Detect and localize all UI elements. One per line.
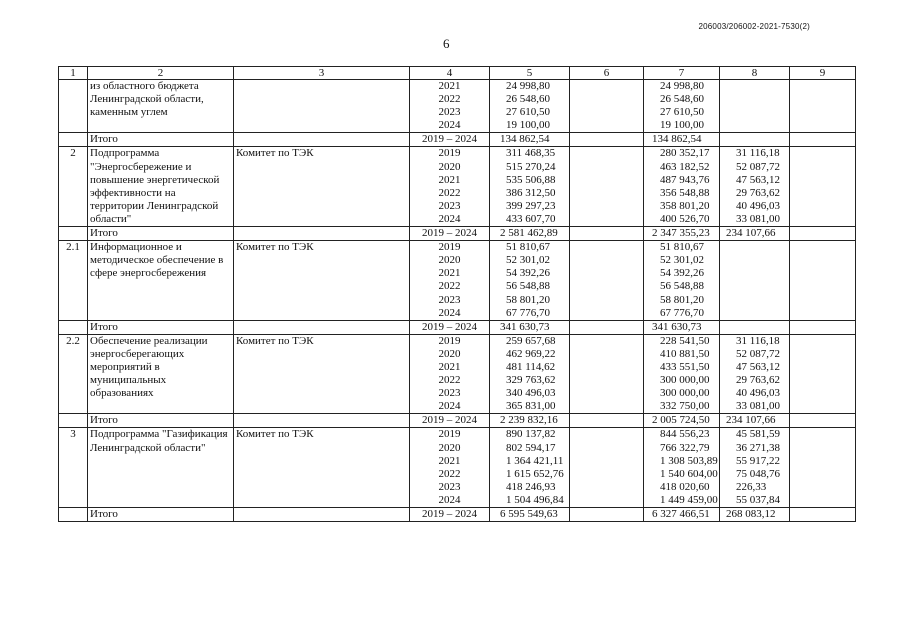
total-local: 234 107,66: [720, 414, 790, 428]
header-cell: 5: [490, 67, 570, 80]
total-period: 2019 – 2024: [410, 414, 490, 428]
total-period: 2019 – 2024: [410, 508, 490, 522]
local-amount-cell-value: 40 496,03: [736, 387, 780, 400]
total-blank: [790, 227, 856, 241]
local-amount-cell-value: [722, 93, 787, 106]
total-row: [59, 227, 856, 241]
regional-amount-cell-value: 1 449 459,00: [660, 493, 718, 506]
local-amount-cell-value: 36 271,38: [736, 441, 780, 454]
year-cell-value: 2019: [438, 241, 461, 254]
program-name: Информационное и методическое обеспечение в сфере энергосбережения: [88, 241, 234, 321]
total-amount-cell-value: 462 969,22: [506, 347, 556, 360]
program-name: Подпрограмма "Газификация Ленинградской области": [88, 428, 234, 508]
regional-amount-cell: [644, 428, 720, 508]
local-amount-cell-value: 29 763,62: [736, 186, 780, 199]
col6-cell: [570, 334, 644, 414]
total-label: Итого: [88, 133, 234, 147]
header-cell: 2: [88, 67, 234, 80]
year-cell-value: 2024: [438, 119, 461, 132]
local-amount-cell-value: 226,33: [736, 480, 767, 493]
regional-amount-cell-value: 51 810,67: [660, 241, 704, 254]
year-cell-value: 2019: [438, 334, 461, 347]
regional-amount-cell-value: 228 541,50: [660, 334, 710, 347]
total-amount-cell-value: 26 548,60: [506, 93, 550, 106]
total-amount-cell-value: 1 615 652,76: [506, 467, 564, 480]
total-blank: [234, 508, 410, 522]
total-blank: [570, 320, 644, 334]
col9-cell: [790, 334, 856, 414]
local-amount-cell-value: 40 496,03: [736, 199, 780, 212]
total-blank: [570, 508, 644, 522]
year-cell-value: 2022: [438, 467, 461, 480]
local-amount-cell-value: 52 087,72: [736, 160, 780, 173]
total-regional: 134 862,54: [644, 133, 720, 147]
executor: Комитет по ТЭК: [234, 334, 410, 414]
year-cell-value: 2020: [438, 160, 461, 173]
header-cell: 3: [234, 67, 410, 80]
total-regional: 341 630,73: [644, 320, 720, 334]
local-amount-cell-value: [722, 80, 787, 93]
total-amount-cell-value: 67 776,70: [506, 306, 550, 319]
table-row: [59, 334, 856, 414]
year-cell-value: 2021: [438, 80, 461, 92]
total-label: Итого: [88, 320, 234, 334]
row-number: 3: [59, 428, 88, 508]
total-amount-cell: [490, 428, 570, 508]
regional-amount-cell-value: 463 182,52: [660, 160, 710, 173]
header-cell: 1: [59, 67, 88, 80]
year-cell-value: 2019: [438, 147, 461, 160]
total-blank: [234, 227, 410, 241]
year-cell-value: 2019: [438, 428, 461, 441]
col6-cell: [570, 241, 644, 321]
total-amount-cell-value: 24 998,80: [506, 80, 550, 92]
regional-amount-cell-value: 300 000,00: [660, 374, 710, 387]
local-amount-cell-value: 33 081,00: [736, 212, 780, 225]
budget-table: [58, 66, 856, 522]
local-amount-cell: [720, 80, 790, 133]
total-amount-cell-value: 329 763,62: [506, 374, 556, 387]
regional-amount-cell-value: 358 801,20: [660, 199, 710, 212]
regional-amount-cell-value: 766 322,79: [660, 441, 710, 454]
local-amount-cell-value: [722, 307, 787, 320]
regional-amount-cell-value: 26 548,60: [660, 93, 704, 106]
regional-amount-cell: [644, 147, 720, 227]
total-amount-cell-value: 340 496,03: [506, 387, 556, 400]
local-amount-cell-value: [722, 106, 787, 119]
total-amount-cell-value: 418 246,93: [506, 480, 556, 493]
col6-cell: [570, 428, 644, 508]
local-amount-cell-value: 52 087,72: [736, 347, 780, 360]
total-blank: [790, 133, 856, 147]
total-row: [59, 133, 856, 147]
local-amount-cell-value: 45 581,59: [736, 428, 780, 441]
total-amount-cell-value: 399 297,23: [506, 199, 556, 212]
row-number: 2.2: [59, 334, 88, 414]
year-cell: [410, 241, 490, 321]
col9-cell: [790, 80, 856, 133]
regional-amount-cell-value: 1 540 604,00: [660, 467, 718, 480]
local-amount-cell-value: [722, 254, 787, 267]
executor: Комитет по ТЭК: [234, 147, 410, 227]
total-local: [720, 320, 790, 334]
regional-amount-cell-value: 1 308 503,89: [660, 454, 718, 467]
total-local: 234 107,66: [720, 227, 790, 241]
local-amount-cell-value: [722, 294, 787, 307]
total-row: [59, 414, 856, 428]
year-cell-value: 2020: [438, 254, 461, 267]
total-amount-cell-value: 1 364 421,11: [506, 454, 564, 467]
regional-amount-cell-value: 27 610,50: [660, 106, 704, 119]
program-name: Подпрограмма "Энергосбережение и повышение энергетической эффективности на территории Ленинградской области": [88, 147, 234, 227]
total-blank: [570, 227, 644, 241]
table-row: [59, 428, 856, 508]
total-sum: 134 862,54: [490, 133, 570, 147]
total-regional: 6 327 466,51: [644, 508, 720, 522]
table-row: [59, 80, 856, 133]
year-cell-value: 2024: [438, 493, 461, 506]
local-amount-cell: [720, 334, 790, 414]
regional-amount-cell-value: 24 998,80: [660, 80, 704, 92]
regional-amount-cell-value: 19 100,00: [660, 119, 704, 132]
total-amount-cell-value: 19 100,00: [506, 119, 550, 132]
total-amount-cell: [490, 147, 570, 227]
local-amount-cell-value: 55 037,84: [736, 493, 780, 506]
total-amount-cell-value: 259 657,68: [506, 334, 556, 347]
col9-cell: [790, 147, 856, 227]
year-cell: [410, 80, 490, 133]
total-blank: [234, 320, 410, 334]
total-blank: [59, 508, 88, 522]
total-amount-cell-value: 1 504 496,84: [506, 493, 564, 506]
col9-cell: [790, 241, 856, 321]
year-cell-value: 2020: [438, 441, 461, 454]
total-amount-cell-value: 515 270,24: [506, 160, 556, 173]
local-amount-cell-value: 31 116,18: [736, 334, 780, 347]
executor: Комитет по ТЭК: [234, 241, 410, 321]
total-sum: 2 581 462,89: [490, 227, 570, 241]
local-amount-cell-value: 31 116,18: [736, 147, 780, 160]
col9-cell: [790, 428, 856, 508]
executor: [234, 80, 410, 133]
year-cell-value: 2021: [438, 267, 461, 280]
total-amount-cell: [490, 80, 570, 133]
local-amount-cell-value: 29 763,62: [736, 374, 780, 387]
page-number: 6: [443, 36, 450, 51]
year-cell-value: 2024: [438, 400, 461, 413]
total-amount-cell-value: 51 810,67: [506, 241, 550, 254]
total-sum: 2 239 832,16: [490, 414, 570, 428]
total-period: 2019 – 2024: [410, 227, 490, 241]
regional-amount-cell-value: 487 943,76: [660, 173, 710, 186]
total-regional: 2 005 724,50: [644, 414, 720, 428]
total-label: Итого: [88, 227, 234, 241]
total-blank: [570, 133, 644, 147]
local-amount-cell-value: [722, 280, 787, 293]
regional-amount-cell: [644, 80, 720, 133]
total-label: Итого: [88, 414, 234, 428]
total-local: 268 083,12: [720, 508, 790, 522]
regional-amount-cell-value: 58 801,20: [660, 293, 704, 306]
year-cell-value: 2022: [438, 93, 461, 106]
local-amount-cell-value: 33 081,00: [736, 400, 780, 413]
total-row: [59, 508, 856, 522]
total-blank: [570, 414, 644, 428]
total-sum: 6 595 549,63: [490, 508, 570, 522]
row-number: 2.1: [59, 241, 88, 321]
total-sum: 341 630,73: [490, 320, 570, 334]
regional-amount-cell-value: 410 881,50: [660, 347, 710, 360]
total-amount-cell: [490, 334, 570, 414]
table-row: [59, 241, 856, 321]
program-name: Обеспечение реализации энергосберегающих мероприятий в муниципальных образованиях: [88, 334, 234, 414]
header-cell: 7: [644, 67, 720, 80]
year-cell-value: 2024: [438, 212, 461, 225]
total-amount-cell-value: 311 468,35: [506, 147, 556, 160]
year-cell-value: 2022: [438, 186, 461, 199]
total-amount-cell-value: 890 137,82: [506, 428, 556, 441]
local-amount-cell-value: [722, 267, 787, 280]
year-cell-value: 2021: [438, 173, 461, 186]
total-blank: [234, 133, 410, 147]
regional-amount-cell-value: 56 548,88: [660, 280, 704, 293]
regional-amount-cell-value: 433 551,50: [660, 360, 710, 373]
regional-amount-cell: [644, 334, 720, 414]
year-cell-value: 2023: [438, 480, 461, 493]
total-amount-cell-value: 481 114,62: [506, 360, 556, 373]
local-amount-cell-value: 47 563,12: [736, 360, 780, 373]
regional-amount-cell-value: 300 000,00: [660, 387, 710, 400]
year-cell-value: 2023: [438, 199, 461, 212]
year-cell: [410, 147, 490, 227]
document-id: 206003/206002-2021-7530(2): [698, 22, 810, 31]
header-cell: 6: [570, 67, 644, 80]
regional-amount-cell-value: 418 020,60: [660, 480, 710, 493]
col6-cell: [570, 147, 644, 227]
year-cell-value: 2020: [438, 347, 461, 360]
row-number: [59, 80, 88, 133]
total-amount-cell-value: 365 831,00: [506, 400, 556, 413]
year-cell-value: 2023: [438, 387, 461, 400]
year-cell-value: 2021: [438, 360, 461, 373]
total-amount-cell-value: 54 392,26: [506, 267, 550, 280]
local-amount-cell-value: 47 563,12: [736, 173, 780, 186]
header-cell: 8: [720, 67, 790, 80]
total-amount-cell-value: 535 506,88: [506, 173, 556, 186]
regional-amount-cell-value: 52 301,02: [660, 254, 704, 267]
total-blank: [59, 414, 88, 428]
local-amount-cell-value: [722, 119, 787, 132]
local-amount-cell: [720, 147, 790, 227]
total-blank: [59, 133, 88, 147]
regional-amount-cell-value: 400 526,70: [660, 212, 710, 225]
executor: Комитет по ТЭК: [234, 428, 410, 508]
program-name: из областного бюджета Ленинградской области, каменным углем: [88, 80, 234, 133]
year-cell: [410, 334, 490, 414]
year-cell-value: 2023: [438, 293, 461, 306]
total-period: 2019 – 2024: [410, 133, 490, 147]
local-amount-cell-value: [722, 241, 787, 254]
header-cell: 4: [410, 67, 490, 80]
total-regional: 2 347 355,23: [644, 227, 720, 241]
total-amount-cell-value: 56 548,88: [506, 280, 550, 293]
total-blank: [790, 320, 856, 334]
total-local: [720, 133, 790, 147]
regional-amount-cell-value: 332 750,00: [660, 400, 710, 413]
header-row: [59, 67, 856, 80]
year-cell-value: 2021: [438, 454, 461, 467]
regional-amount-cell-value: 356 548,88: [660, 186, 710, 199]
col6-cell: [570, 80, 644, 133]
year-cell: [410, 428, 490, 508]
local-amount-cell-value: 75 048,76: [736, 467, 780, 480]
total-period: 2019 – 2024: [410, 320, 490, 334]
total-amount-cell: [490, 241, 570, 321]
total-amount-cell-value: 386 312,50: [506, 186, 556, 199]
total-amount-cell-value: 433 607,70: [506, 212, 556, 225]
regional-amount-cell-value: 280 352,17: [660, 147, 710, 160]
regional-amount-cell-value: 67 776,70: [660, 306, 704, 319]
total-blank: [59, 320, 88, 334]
regional-amount-cell-value: 844 556,23: [660, 428, 710, 441]
total-row: [59, 320, 856, 334]
local-amount-cell-value: 55 917,22: [736, 454, 780, 467]
total-blank: [234, 414, 410, 428]
year-cell-value: 2022: [438, 280, 461, 293]
total-amount-cell-value: 27 610,50: [506, 106, 550, 119]
year-cell-value: 2023: [438, 106, 461, 119]
year-cell-value: 2024: [438, 306, 461, 319]
table-row: [59, 147, 856, 227]
total-amount-cell-value: 52 301,02: [506, 254, 550, 267]
regional-amount-cell-value: 54 392,26: [660, 267, 704, 280]
total-blank: [790, 414, 856, 428]
total-amount-cell-value: 802 594,17: [506, 441, 556, 454]
local-amount-cell: [720, 241, 790, 321]
year-cell-value: 2022: [438, 374, 461, 387]
regional-amount-cell: [644, 241, 720, 321]
total-label: Итого: [88, 508, 234, 522]
row-number: 2: [59, 147, 88, 227]
header-cell: 9: [790, 67, 856, 80]
total-amount-cell-value: 58 801,20: [506, 293, 550, 306]
total-blank: [790, 508, 856, 522]
local-amount-cell: [720, 428, 790, 508]
total-blank: [59, 227, 88, 241]
